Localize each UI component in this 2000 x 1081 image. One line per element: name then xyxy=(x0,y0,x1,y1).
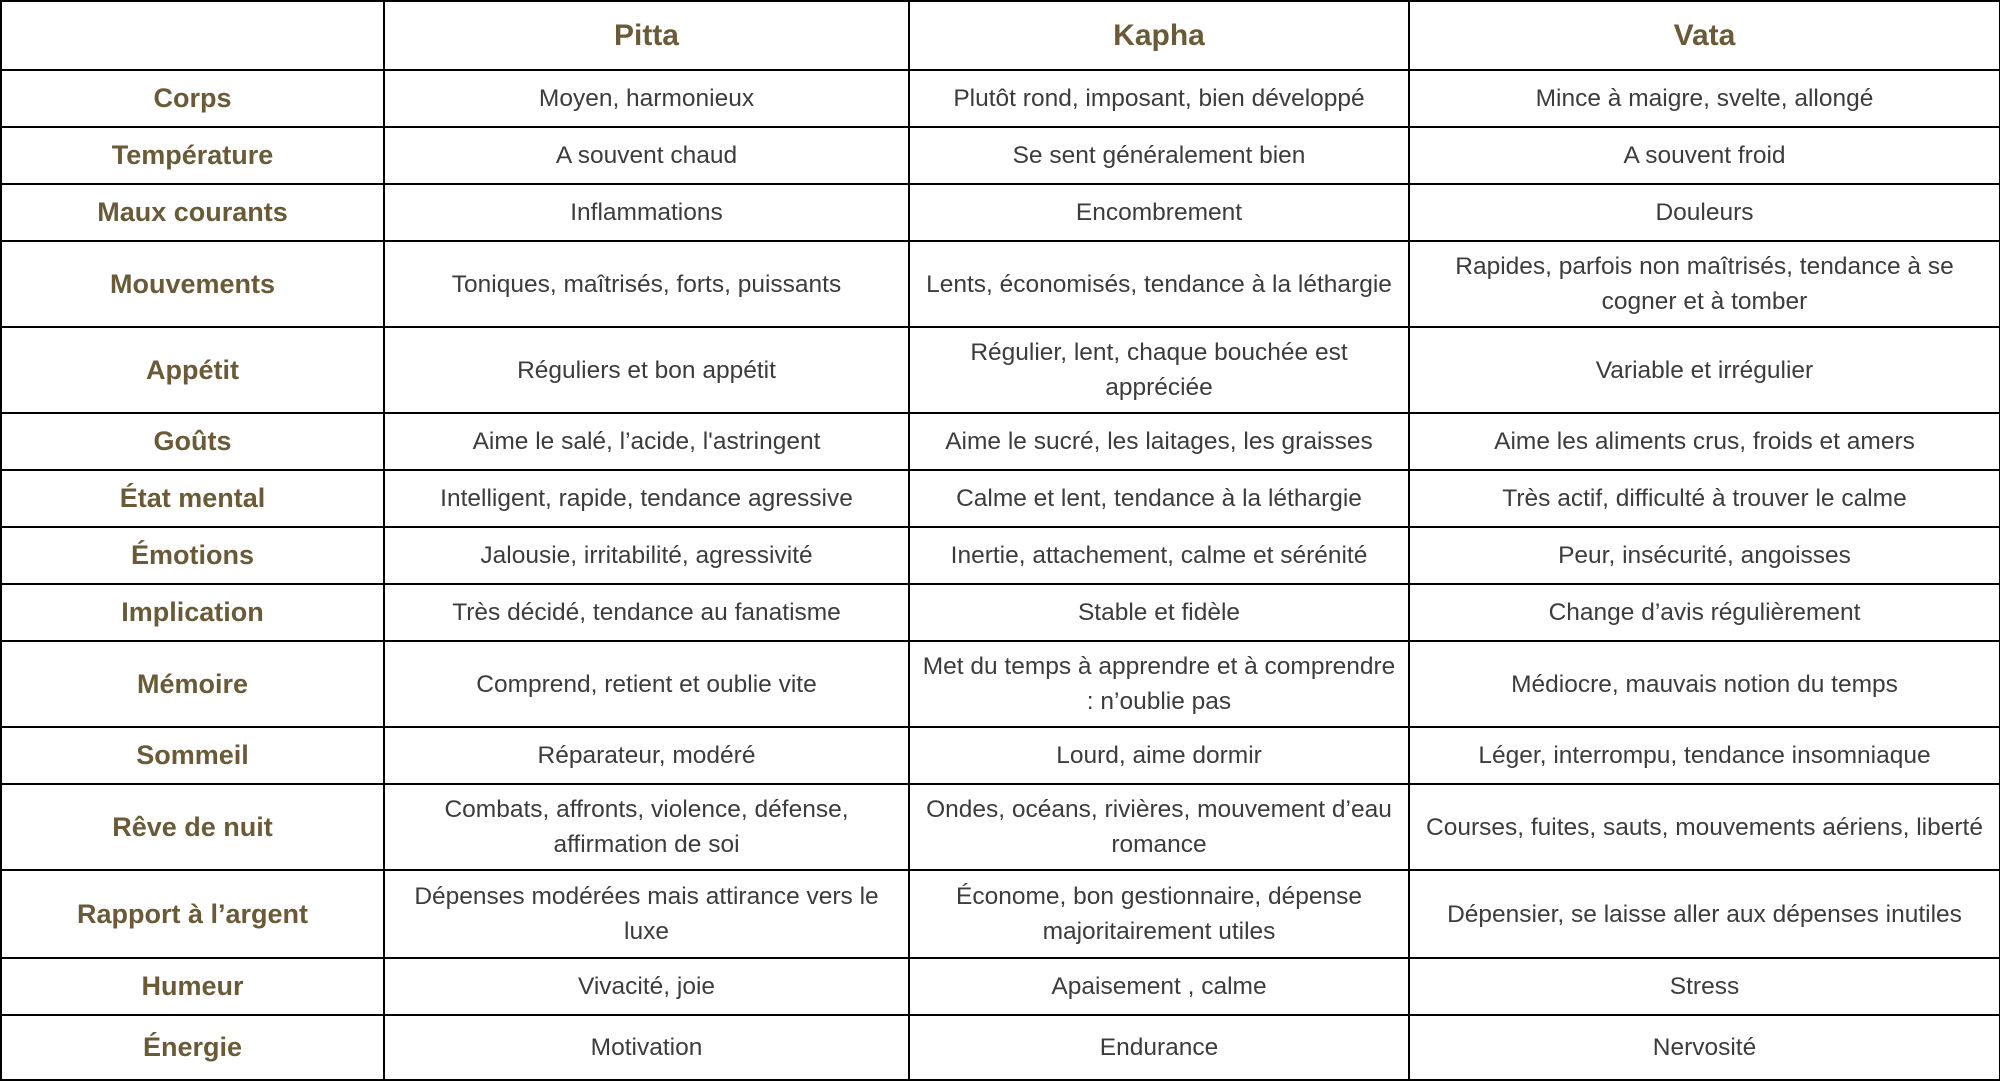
table-row xyxy=(1,327,2000,413)
table-cell: Calme et lent, tendance à la léthargie xyxy=(909,470,1409,527)
table-cell: Médiocre, mauvais notion du temps xyxy=(1409,641,2000,727)
table-cell: Aime les aliments crus, froids et amers xyxy=(1409,413,2000,470)
table-cell: Courses, fuites, sauts, mouvements aériens, liberté xyxy=(1409,784,2000,870)
table-cell: Lents, économisés, tendance à la léthargie xyxy=(909,241,1409,327)
table-cell: Ondes, océans, rivières, mouvement d’eau romance xyxy=(909,784,1409,870)
column-header-pitta: Pitta xyxy=(384,1,909,70)
column-header-vata: Vata xyxy=(1409,1,2000,70)
table-cell: Peur, insécurité, angoisses xyxy=(1409,527,2000,584)
row-label: Goûts xyxy=(1,413,384,470)
row-label: Corps xyxy=(1,70,384,127)
table-cell: Inertie, attachement, calme et sérénité xyxy=(909,527,1409,584)
row-label: Mémoire xyxy=(1,641,384,727)
table-cell: Change d’avis régulièrement xyxy=(1409,584,2000,641)
row-label: Implication xyxy=(1,584,384,641)
table-cell: A souvent froid xyxy=(1409,127,2000,184)
table-cell: Dépenses modérées mais attirance vers le luxe xyxy=(384,870,909,958)
row-label: Émotions xyxy=(1,527,384,584)
row-label: Humeur xyxy=(1,958,384,1015)
table-cell: Très décidé, tendance au fanatisme xyxy=(384,584,909,641)
table-row xyxy=(1,241,2000,327)
table-cell: Encombrement xyxy=(909,184,1409,241)
table-cell: Lourd, aime dormir xyxy=(909,727,1409,784)
table-row xyxy=(1,958,2000,1015)
table-cell: Régulier, lent, chaque bouchée est appréciée xyxy=(909,327,1409,413)
row-label: Appétit xyxy=(1,327,384,413)
table-row xyxy=(1,70,2000,127)
header-row xyxy=(1,1,2000,70)
row-label: Énergie xyxy=(1,1015,384,1080)
table-cell: Vivacité, joie xyxy=(384,958,909,1015)
table-cell: Réguliers et bon appétit xyxy=(384,327,909,413)
table-cell: Réparateur, modéré xyxy=(384,727,909,784)
table-cell: Nervosité xyxy=(1409,1015,2000,1080)
table-cell: Se sent généralement bien xyxy=(909,127,1409,184)
table-cell: Aime le sucré, les laitages, les graisses xyxy=(909,413,1409,470)
table-cell: Toniques, maîtrisés, forts, puissants xyxy=(384,241,909,327)
table-cell: Motivation xyxy=(384,1015,909,1080)
table-cell: Comprend, retient et oublie vite xyxy=(384,641,909,727)
table-cell: Mince à maigre, svelte, allongé xyxy=(1409,70,2000,127)
table-cell: Apaisement , calme xyxy=(909,958,1409,1015)
table-cell: Plutôt rond, imposant, bien développé xyxy=(909,70,1409,127)
row-label: Rêve de nuit xyxy=(1,784,384,870)
table-cell: Douleurs xyxy=(1409,184,2000,241)
table-cell: Aime le salé, l’acide, l'astringent xyxy=(384,413,909,470)
row-label: Maux courants xyxy=(1,184,384,241)
row-label: Rapport à l’argent xyxy=(1,870,384,958)
row-label: Température xyxy=(1,127,384,184)
table-row xyxy=(1,641,2000,727)
row-label: Mouvements xyxy=(1,241,384,327)
table-cell: Jalousie, irritabilité, agressivité xyxy=(384,527,909,584)
table-row xyxy=(1,870,2000,958)
table-row xyxy=(1,727,2000,784)
table-cell: Stress xyxy=(1409,958,2000,1015)
table-cell: Économe, bon gestionnaire, dépense majoritairement utiles xyxy=(909,870,1409,958)
table-cell: Stable et fidèle xyxy=(909,584,1409,641)
table-cell: Variable et irrégulier xyxy=(1409,327,2000,413)
table-cell: Dépensier, se laisse aller aux dépenses inutiles xyxy=(1409,870,2000,958)
table-row xyxy=(1,413,2000,470)
table-row xyxy=(1,127,2000,184)
corner-cell xyxy=(1,1,384,70)
table-row xyxy=(1,470,2000,527)
row-label: État mental xyxy=(1,470,384,527)
table-cell: Endurance xyxy=(909,1015,1409,1080)
table-row xyxy=(1,584,2000,641)
row-label: Sommeil xyxy=(1,727,384,784)
table-cell: Moyen, harmonieux xyxy=(384,70,909,127)
column-header-kapha: Kapha xyxy=(909,1,1409,70)
table-cell: Inflammations xyxy=(384,184,909,241)
table-cell: Met du temps à apprendre et à comprendre : n’oublie pas xyxy=(909,641,1409,727)
table-row xyxy=(1,527,2000,584)
table-cell: Intelligent, rapide, tendance agressive xyxy=(384,470,909,527)
table-cell: Très actif, difficulté à trouver le calme xyxy=(1409,470,2000,527)
table-cell: Combats, affronts, violence, défense, affirmation de soi xyxy=(384,784,909,870)
table-cell: Léger, interrompu, tendance insomniaque xyxy=(1409,727,2000,784)
table-cell: Rapides, parfois non maîtrisés, tendance à se cogner et à tomber xyxy=(1409,241,2000,327)
table-row xyxy=(1,184,2000,241)
table-row xyxy=(1,1015,2000,1080)
table-row xyxy=(1,784,2000,870)
table-cell: A souvent chaud xyxy=(384,127,909,184)
